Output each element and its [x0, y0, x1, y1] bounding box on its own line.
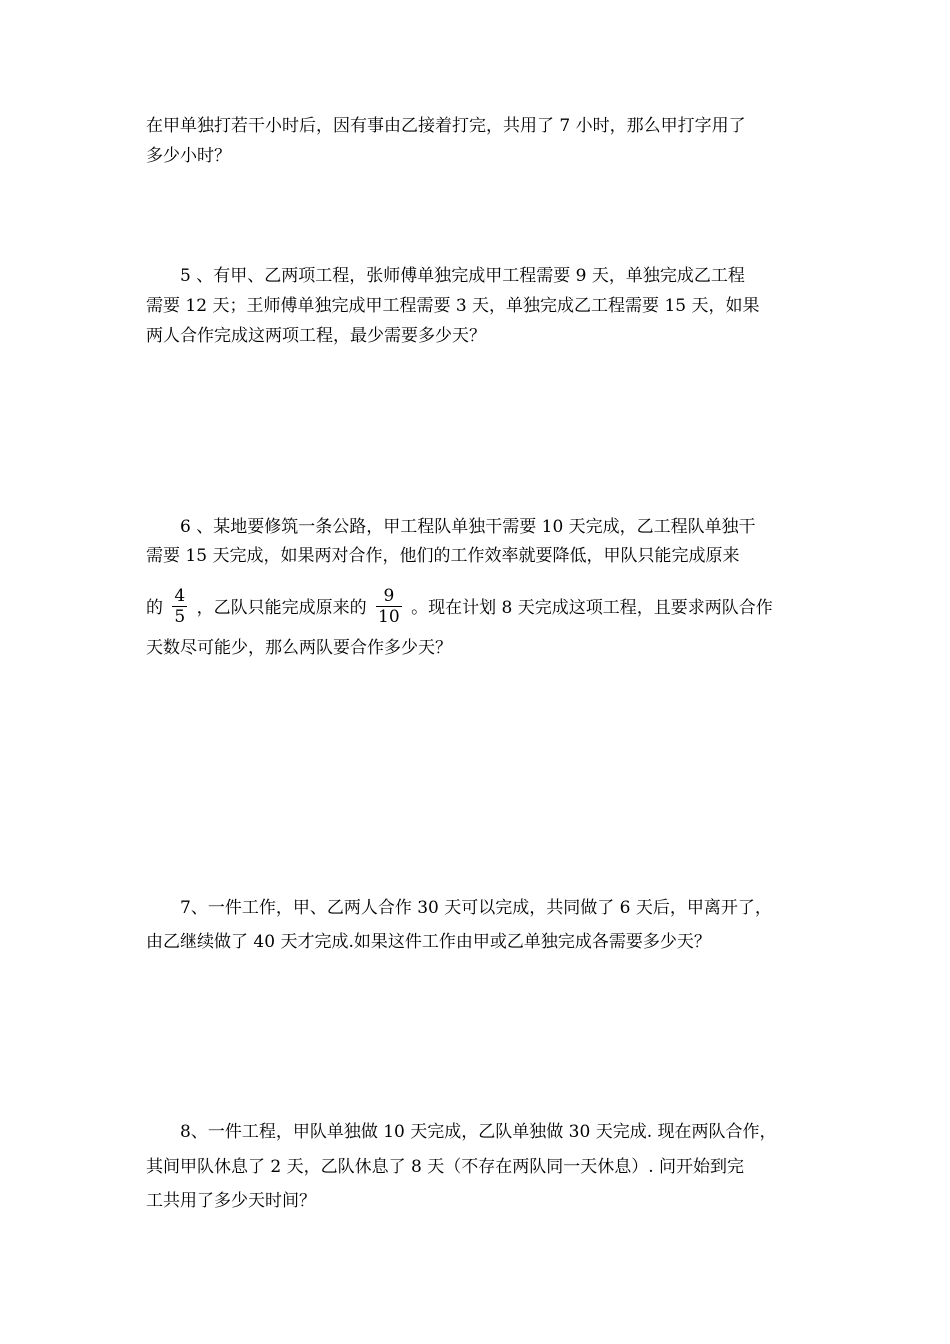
fraction-four-fifths: [172, 586, 187, 627]
problem5-line3: 两人合作完成这两项工程，最少需要多少天？: [146, 326, 486, 346]
problem6-line4: 天数尽可能少，那么两队要合作多少天？: [146, 638, 452, 658]
fraction2-denominator: 10: [378, 607, 400, 627]
problem5-line1: 5 、有甲、乙两项工程，张师傅单独完成甲工程需要 9 天，单独完成乙工程: [180, 266, 745, 286]
fraction1-denominator: 5: [174, 607, 186, 627]
fraction2-numerator: 9: [383, 586, 395, 606]
problem7-line2: 由乙继续做了 40 天才完成.如果这件工作由甲或乙单独完成各需要多少天？: [146, 932, 711, 952]
problem6-line3-after: 。现在计划 8 天完成这项工程，且要求两队合作: [411, 598, 773, 618]
problem6-line3-before: 的: [146, 598, 163, 618]
problem6-line1: 6 、某地要修筑一条公路，甲工程队单独干需要 10 天完成，乙工程队单独干: [180, 517, 756, 537]
problem8-line2: 其间甲队休息了 2 天，乙队休息了 8 天（不存在两队同一天休息）. 问开始到完: [146, 1157, 745, 1177]
fraction1-numerator: 4: [174, 586, 186, 606]
problem7-line1: 7、一件工作，甲、乙两人合作 30 天可以完成，共同做了 6 天后，甲离开了，: [180, 898, 772, 918]
fraction-nine-tenths: [376, 586, 402, 627]
problem8-line1: 8、一件工程，甲队单独做 10 天完成，乙队单独做 30 天完成. 现在两队合作，: [180, 1122, 777, 1142]
problem6-line2: 需要 15 天完成，如果两对合作，他们的工作效率就要降低，甲队只能完成原来: [146, 546, 740, 566]
problem8-line3: 工共用了多少天时间？: [146, 1191, 316, 1211]
problem4-line2: 多少小时？: [146, 146, 231, 166]
problem4-line1: 在甲单独打若干小时后，因有事由乙接着打完，共用了 7 小时，那么甲打字用了: [146, 116, 746, 136]
problem6-line3-middle: ，乙队只能完成原来的: [196, 598, 367, 618]
problem5-line2: 需要 12 天；王师傅单独完成甲工程需要 3 天，单独完成乙工程需要 15 天，如果: [146, 296, 760, 316]
problem6-line3: [146, 588, 773, 629]
